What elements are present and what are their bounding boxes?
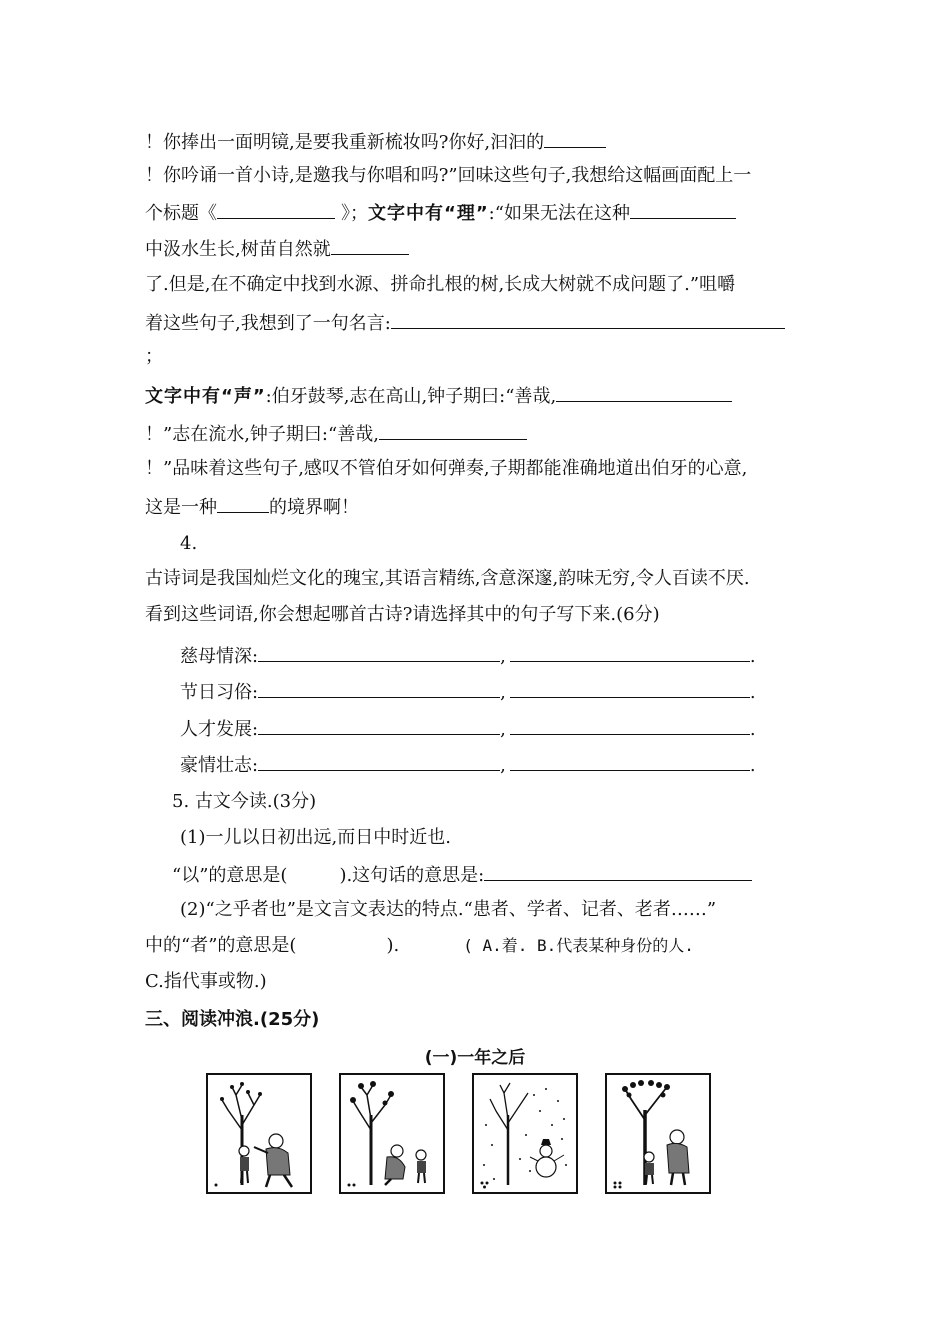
poem-blank[interactable] bbox=[510, 716, 750, 735]
q4-number: 4. bbox=[180, 533, 198, 554]
q5-line-4: 中的“者”的意思是( ). ( A.着. B.代表某种身份的人. bbox=[145, 935, 694, 956]
answer-blank[interactable] bbox=[630, 200, 736, 219]
passage-line-7: ； bbox=[145, 346, 163, 367]
q5-line-5: C.指代事或物.) bbox=[145, 971, 267, 992]
q5-header: 5. 古文今读.(3分) bbox=[172, 791, 317, 812]
q5-sentence-3: (2)“之乎者也”是文言文表达的特点.“患者、学者、记者、老者……” bbox=[180, 899, 717, 920]
spring-scene-illustration bbox=[208, 1075, 310, 1192]
answer-blank[interactable] bbox=[544, 129, 606, 148]
quote-blank[interactable] bbox=[391, 310, 785, 329]
panel-spring bbox=[206, 1073, 312, 1194]
sound-heading: 文字中有“声” bbox=[145, 386, 266, 407]
passage-line-5: 了.但是,在不确定中找到水源、拼命扎根的树,长成大树就不成问题了.”咀嚼 bbox=[145, 274, 736, 295]
passage-line-1: ！你捧出一面明镜,是要我重新梳妆吗?你好,汩汩的 bbox=[145, 129, 606, 155]
poem-blank[interactable] bbox=[258, 643, 500, 662]
poem-blank[interactable] bbox=[258, 716, 500, 735]
passage-line-9: ！”志在流水,钟子期曰:“善哉, bbox=[145, 421, 527, 447]
summer-scene-illustration bbox=[341, 1075, 443, 1192]
passage-line-3: 个标题《 》；文字中有“理”:“如果无法在这种 bbox=[145, 200, 736, 226]
passage-line-10: ！”品味着这些句子,感叹不管伯牙如何弹奏,子期都能准确地道出伯牙的心意, bbox=[145, 458, 748, 479]
story-title: (一)一年之后 bbox=[424, 1048, 526, 1068]
passage-line-4: 中汲水生长,树苗自然就 bbox=[145, 236, 409, 262]
next-year-scene-illustration bbox=[607, 1075, 709, 1192]
poem-blank[interactable] bbox=[258, 752, 500, 771]
answer-blank[interactable] bbox=[217, 494, 269, 513]
q5-sentence-1: (1)一儿以日初出远,而日中时近也. bbox=[180, 827, 451, 848]
passage-line-6: 着这些句子,我想到了一句名言: bbox=[145, 310, 785, 336]
poem-blank[interactable] bbox=[510, 679, 750, 698]
passage-line-8: 文字中有“声”:伯牙鼓琴,志在高山,钟子期曰:“善哉, bbox=[145, 383, 732, 409]
panel-next-year bbox=[605, 1073, 711, 1194]
poem-blank[interactable] bbox=[258, 679, 500, 698]
panel-summer bbox=[339, 1073, 445, 1194]
passage-line-2: ！你吟诵一首小诗,是邀我与你唱和吗?”回味这些句子,我想给这幅画面配上一 bbox=[145, 165, 752, 186]
title-blank[interactable] bbox=[217, 200, 335, 219]
q4-intro-2: 看到这些词语,你会想起哪首古诗?请选择其中的句子写下来.(6分) bbox=[145, 604, 660, 625]
reason-heading: 文字中有“理” bbox=[368, 203, 489, 224]
q4-item: 节日习俗: , . bbox=[180, 679, 756, 705]
poem-blank[interactable] bbox=[510, 752, 750, 771]
q4-intro-1: 古诗词是我国灿烂文化的瑰宝,其语言精练,含意深邃,韵味无穷,令人百读不厌. bbox=[145, 568, 750, 589]
answer-blank[interactable] bbox=[379, 421, 527, 440]
winter-scene-illustration bbox=[474, 1075, 576, 1192]
answer-blank[interactable] bbox=[331, 236, 409, 255]
panel-winter bbox=[472, 1073, 578, 1194]
section-3-header: 三、阅读冲浪.(25分) bbox=[145, 1009, 320, 1030]
answer-blank[interactable] bbox=[556, 383, 732, 402]
passage-line-11: 这是一种 的境界啊！ bbox=[145, 494, 359, 520]
q4-item: 豪情壮志: , . bbox=[180, 752, 756, 778]
poem-blank[interactable] bbox=[510, 643, 750, 662]
translation-blank[interactable] bbox=[484, 862, 752, 881]
q5-line-2: “以”的意思是( ).这句话的意思是: bbox=[172, 862, 752, 888]
q4-item: 慈母情深: , . bbox=[180, 643, 756, 669]
q4-item: 人才发展: , . bbox=[180, 716, 756, 742]
